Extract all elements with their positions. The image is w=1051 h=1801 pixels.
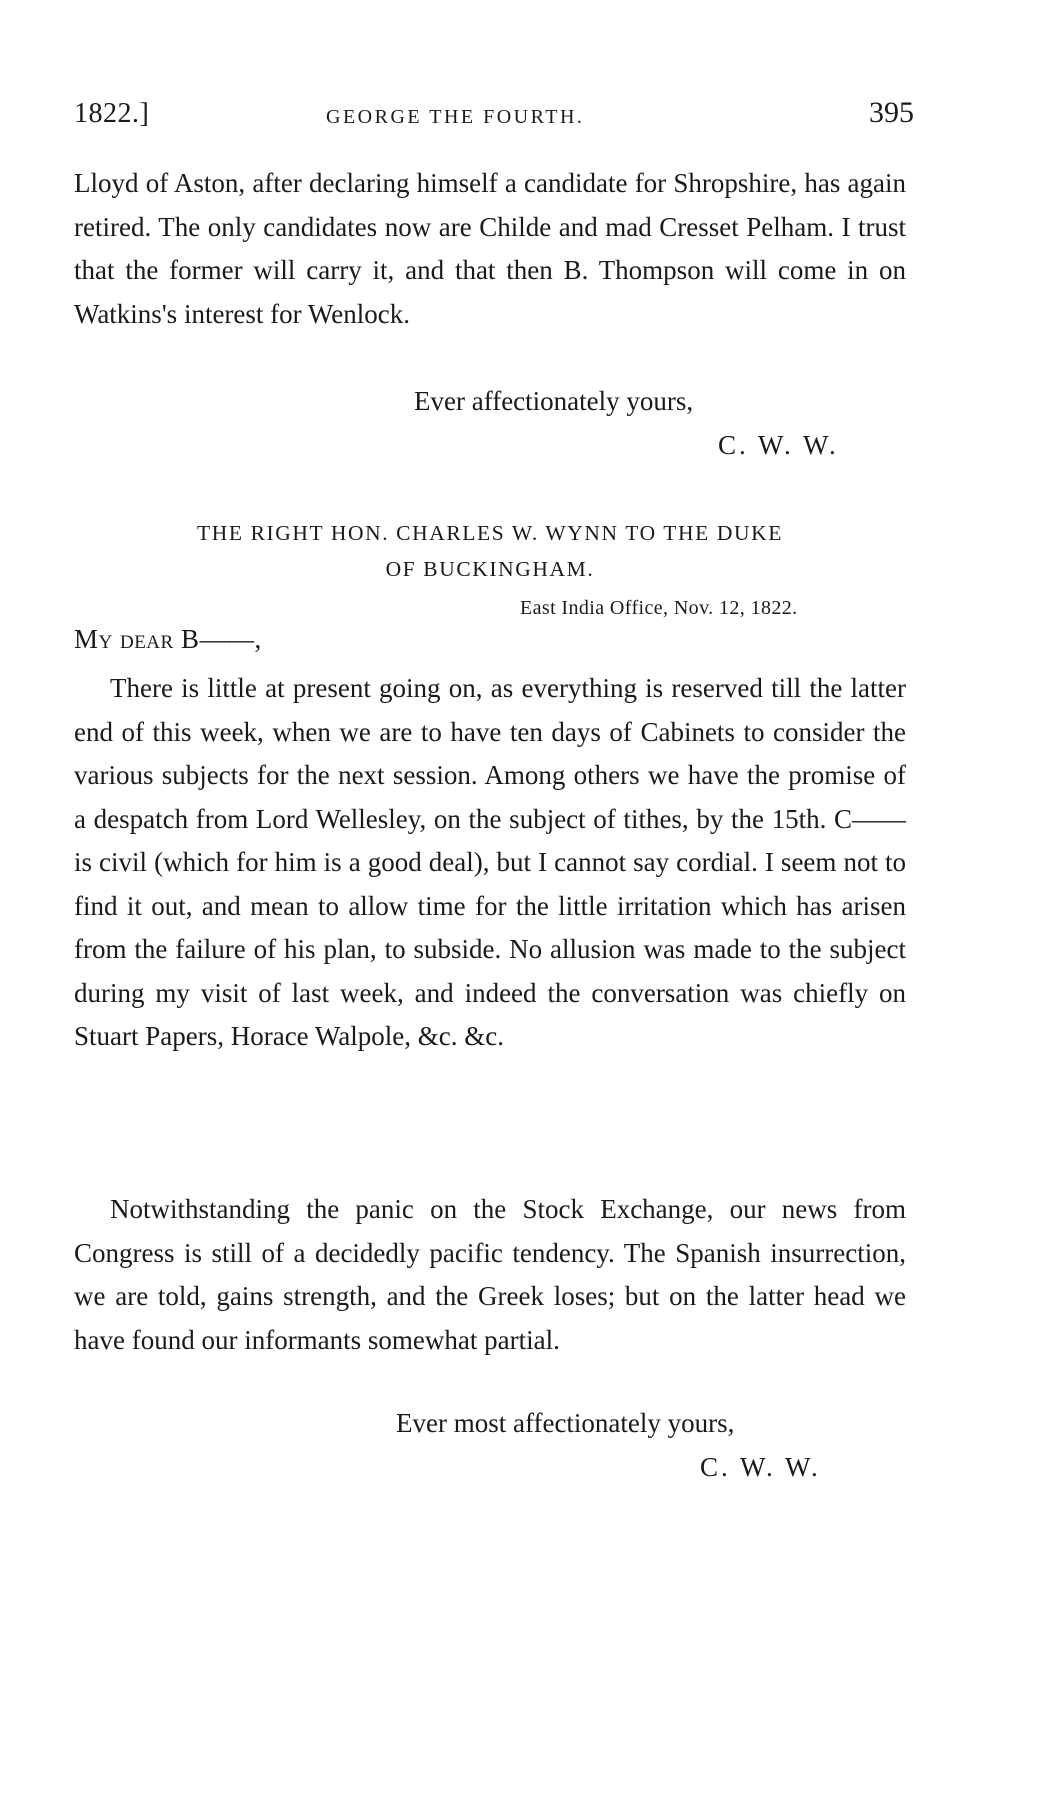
letter2-salutation bbox=[74, 624, 262, 655]
letter2-closing: Ever most affectionately yours, bbox=[396, 1408, 735, 1438]
letter2-dateline: East India Office, Nov. 12, 1822. bbox=[520, 597, 798, 619]
letter2-signature: C. W. W. bbox=[700, 1452, 821, 1482]
salutation-text: My dear B——, bbox=[74, 624, 262, 654]
running-title: GEORGE THE FOURTH. bbox=[326, 106, 585, 128]
letter2-paragraph1: There is little at present going on, as everything is reserved till the latter end of this week, when we are to have ten days of Cabinets to consider the various subjects for the next session. Among others we have the promise of a despatch from Lord Wellesley, on the subject of tithes, by the 15th. C—— is civil (which for him is a good deal), but I cannot say cordial. I seem not to find it out, and mean to allow time for the little irritation which has arisen from the failure of his plan, to subside. No allusion was made to the subject during my visit of last week, and indeed the conversation was chiefly on Stuart Papers, Horace Walpole, &c. &c. bbox=[74, 673, 906, 1051]
letter1-closing: Ever affectionately yours, bbox=[414, 386, 694, 416]
page-header bbox=[74, 96, 914, 136]
page-number: 395 bbox=[869, 96, 914, 129]
letter2-heading bbox=[74, 515, 906, 587]
letter1-body: Lloyd of Aston, after declaring himself a candidate for Shropshire, has again retired. The only candidates now are Childe and mad Cresset Pelham. I trust that the former will carry it, and that then B. Thompson will come in on Watkins's interest for Wenlock. bbox=[74, 168, 906, 329]
letter2-heading-line1: THE RIGHT HON. CHARLES W. WYNN TO THE DUKE bbox=[197, 521, 783, 545]
letter2-heading-line2: OF BUCKINGHAM. bbox=[385, 557, 595, 581]
letter2-paragraph2: Notwithstanding the panic on the Stock Exchange, our news from Congress is still of a decidedly pacific tendency. The Spanish insurrection, we are told, gains strength, and the Greek loses; but on the latter head we have found our informants somewhat partial. bbox=[74, 1194, 906, 1355]
header-year: 1822.] bbox=[74, 98, 150, 129]
letter1-signature: C. W. W. bbox=[718, 430, 839, 460]
